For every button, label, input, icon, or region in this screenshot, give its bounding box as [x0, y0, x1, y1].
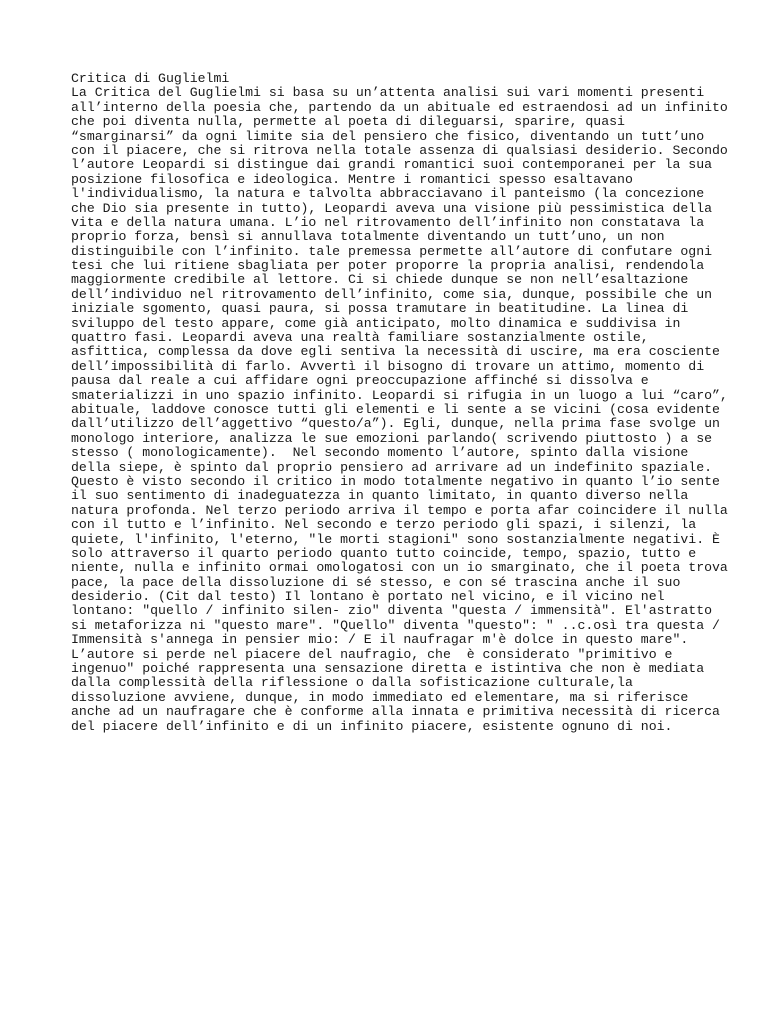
body-line: monologo interiore, analizza le sue emozioni parlando( scrivendo piuttosto ) a se	[71, 430, 713, 446]
body-line: La Critica del Guglielmi si basa su un’attenta analisi sui vari momenti presenti	[71, 85, 705, 101]
body-line: all’interno della poesia che, partendo da un abituale ed estraendosi ad un infinito	[71, 99, 728, 115]
body-line: l'individualismo, la natura e talvolta abbracciavano il panteismo (la concezione	[71, 186, 705, 202]
body-line: quattro fasi. Leopardi aveva una realtà familiare sostanzialmente ostile,	[71, 330, 649, 346]
body-line: desiderio. (Cit dal testo) Il lontano è portato nel vicino, e il vicino nel	[71, 589, 665, 605]
body-line: del piacere dell’infinito e di un infinito piacere, esistente ognuno di noi.	[71, 718, 673, 734]
body-line: pausa dal reale a cui affidare ogni preoccupazione affinché si dissolva e	[71, 373, 649, 389]
body-line: che poi diventa nulla, permette al poeta di dileguarsi, sparire, quasi	[71, 114, 625, 130]
body-line: dell’impossibilità di farlo. Avvertì il bisogno di trovare un attimo, momento di	[71, 358, 705, 374]
body-line: dissoluzione avviene, dunque, in modo immediato ed elementare, ma si riferisce	[71, 689, 689, 705]
body-line: il suo sentimento di inadeguatezza in quanto limitato, in quanto diverso nella	[71, 488, 689, 504]
body-line: ingenuo" poiché rappresenta una sensazione diretta e istintiva che non è mediata	[71, 661, 705, 677]
body-line: vita e della natura umana. L’io nel ritrovamento dell’infinito non constatava la	[71, 214, 705, 230]
body-line: smaterializzi in uno spazio infinito. Leopardi si rifugia in un luogo a lui “caro”,	[71, 387, 728, 403]
body-line: tesi che lui ritiene sbagliata per poter proporre la propria analisi, rendendola	[71, 258, 705, 274]
body-line: dalla complessità della riflessione o dalla sofisticazione culturale,la	[71, 675, 633, 691]
body-line: posizione filosofica e ideologica. Mentre i romantici spesso esaltavano	[71, 171, 633, 187]
body-line: “smarginarsi” da ogni limite sia del pensiero che fisico, diventando un tutt’uno	[71, 128, 705, 144]
body-line: proprio forza, bensì si annullava totalmente diventando un tutt’uno, un non	[71, 229, 665, 245]
body-line: sviluppo del testo appare, come già anticipato, molto dinamica e suddivisa in	[71, 315, 681, 331]
body-line: distinguibile con l’infinito. tale premessa permette all’autore di confutare ogni	[71, 243, 713, 259]
body-line: dell’individuo nel ritrovamento dell’infinito, come sia, dunque, possibile che un	[71, 286, 713, 302]
body-line: iniziale sgomento, quasi paura, si possa tramutare in beatitudine. La linea di	[71, 301, 689, 317]
body-line: anche ad un naufragare che è conforme alla innata e primitiva necessità di ricerca	[71, 704, 720, 720]
body-line: asfittica, complessa da dove egli sentiva la necessità di uscire, ma era cosciente	[71, 344, 720, 360]
body-line: che Dio sia presente in tutto), Leopardi aveva una visione più pessimistica della	[71, 200, 713, 216]
body-line: pace, la pace della dissoluzione di sé stesso, e con sé trascina anche il suo	[71, 574, 681, 590]
body-line: abituale, laddove conosce tutti gli elementi e li sente a se vicini (cosa evidente	[71, 401, 720, 417]
body-line: L’autore si perde nel piacere del naufragio, che è considerato "primitivo e	[71, 646, 673, 662]
document-title: Critica di Guglielmi	[71, 71, 230, 86]
body-line: si metaforizza ni "questo mare". "Quello" diventa "questo": " ..c.osì tra questa /	[71, 617, 720, 633]
body-line: stesso ( monologicamente). Nel secondo momento l’autore, spinto dalla visione	[71, 445, 689, 461]
body-line: solo attraverso il quarto periodo quanto tutto coincide, tempo, spazio, tutto e	[71, 545, 697, 561]
body-line: niente, nulla e infinito ormai omologatosi con un io smarginato, che il poeta trova	[71, 560, 728, 576]
body-line: dall’utilizzo dell’aggettivo “questo/a”). Egli, dunque, nella prima fase svolge un	[71, 416, 720, 432]
document-page	[71, 71, 728, 734]
body-line: con il tutto e l’infinito. Nel secondo e terzo periodo gli spazi, i silenzi, la	[71, 517, 697, 533]
body-line: maggiormente credibile al lettore. Ci si chiede dunque se non nell’esaltazione	[71, 272, 689, 288]
body-line: l’autore Leopardi si distingue dai grandi romantici suoi contemporanei per la sua	[71, 157, 713, 173]
document-body	[71, 85, 728, 734]
body-line: natura profonda. Nel terzo periodo arriva il tempo e porta afar coincidere il nulla	[71, 502, 728, 518]
body-line: con il piacere, che si ritrova nella totale assenza di qualsiasi desiderio. Secondo	[71, 142, 728, 158]
body-line: Questo è visto secondo il critico in modo totalmente negativo in quanto l’io sente	[71, 473, 720, 489]
body-line: lontano: "quello / infinito silen- zio" diventa "questa / immensità". El'astratto	[71, 603, 713, 619]
body-line: della siepe, è spinto dal proprio pensiero ad arrivare ad un indefinito spaziale.	[71, 459, 713, 475]
body-line: quiete, l'infinito, l'eterno, "le morti stagioni" sono sostanzialmente negativi. È	[71, 531, 720, 547]
body-line: Immensità s'annega in pensier mio: / E il naufragar m'è dolce in questo mare".	[71, 632, 689, 648]
